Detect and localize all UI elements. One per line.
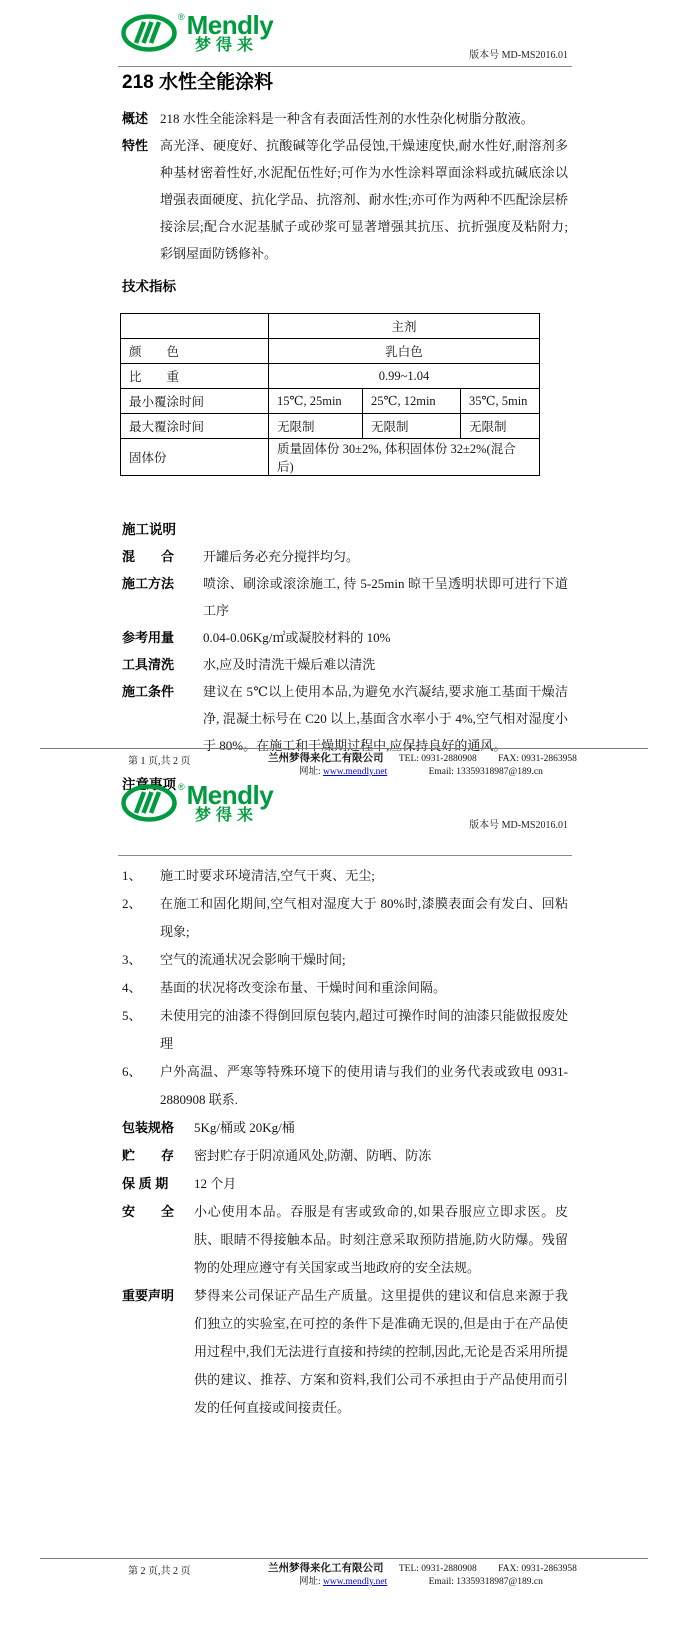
note-item [122,1002,568,1058]
footer-fax: FAX: 0931-2863958 [498,754,577,764]
brand-name: Mendly [186,780,274,810]
note-number: 2、 [122,896,142,911]
construction-item-label: 混 合 [122,549,175,564]
construction-item [122,570,568,624]
row-label-gravity: 比 重 [121,364,269,389]
table-row [121,389,540,414]
note-item [122,946,568,974]
row-label-color: 颜 色 [121,339,269,364]
spec-label: 重要声明 [122,1288,175,1303]
note-number: 1、 [122,868,142,883]
brand-name-chinese: 梦得来 [195,807,259,824]
value-min-recoat-25: 25℃, 12min [363,389,461,414]
spec-item-safety [122,1198,568,1282]
mendly-ellipse-stripes-icon [121,14,177,52]
version-label: 版本号 MD-MS2016.01 [469,820,568,831]
table-row [121,414,540,439]
page-number-label: 第 1 页,共 2 页 [128,756,191,767]
overview-label: 概述 [122,111,149,126]
overview-text: 218 水性全能涂料是一种含有表面活性剂的水性杂化树脂分散液。 [160,111,534,126]
spec-label: 包装规格 [122,1120,175,1135]
row-label-solids: 固体份 [121,439,269,476]
page-2 [0,768,687,1638]
table-row [121,364,540,389]
website-label: 网址: [299,767,324,777]
features-text: 高光泽、硬度好、抗酸碱等化学品侵蚀,干燥速度快,耐水性好,耐溶剂多种基材密着性好,水泥配伍性好;可作为水性涂料罩面涂料或抗碱底涂以增强表面硬度、抗化学品、抗溶剂、耐水性;亦可作为两种不匹配涂层桥接涂层;配合水泥基腻子或砂浆可显著增强其抗压、抗折强度及粘附力;彩钢屋面防锈修补。 [160,138,568,261]
footer-line-2 [299,1576,648,1589]
value-max-recoat-3: 无限制 [461,414,540,439]
value-max-recoat-2: 无限制 [363,414,461,439]
footer-fax: FAX: 0931-2863958 [498,1564,577,1574]
registered-trademark-icon: ® [178,782,185,792]
spec-item-packaging [122,1114,568,1142]
spec-item-shelf-life [122,1170,568,1198]
spec-text: 5Kg/桶或 20Kg/桶 [194,1120,295,1135]
spec-label: 安 全 [122,1204,175,1219]
brand-name: Mendly [186,10,274,40]
note-item [122,974,568,1002]
company-name: 兰州梦得来化工有限公司 [268,753,384,764]
construction-item [122,543,568,570]
logo-wordmark [178,10,274,54]
spec-item-disclaimer [122,1282,568,1422]
construction-item-label: 施工条件 [122,684,175,699]
footer-contact-block [268,1562,648,1589]
construction-item-text: 开罐后务必充分搅拌均匀。 [203,549,360,564]
page1-content [122,72,568,798]
website-label: 网址: [299,1577,324,1587]
version-label: 版本号 MD-MS2016.01 [469,50,568,61]
note-number: 5、 [122,1008,142,1023]
spec-text: 小心使用本品。吞服是有害或致命的,如果吞服应立即求医。皮肤、眼睛不得接触本品。时刻注意采取预防措施,防火防爆。残留物的处理应遵守有关国家或当地政府的安全法规。 [194,1204,568,1275]
table-row [121,439,540,476]
value-max-recoat-1: 无限制 [269,414,363,439]
construction-item [122,624,568,651]
logo-wordmark [178,780,274,824]
construction-item [122,651,568,678]
construction-item-label: 施工方法 [122,576,175,591]
note-item [122,862,568,890]
construction-item-text: 水,应及时清洗干燥后难以清洗 [203,657,376,672]
table-row [121,314,540,339]
registered-trademark-icon: ® [178,12,185,22]
table-header-main-agent: 主剂 [269,314,540,339]
spec-text: 12 个月 [194,1176,237,1191]
page-number-label: 第 2 页,共 2 页 [128,1566,191,1577]
table-cell-blank [121,314,269,339]
spec-text: 密封贮存于阴凉通风处,防潮、防晒、防冻 [194,1148,432,1163]
note-item [122,1058,568,1114]
note-number: 3、 [122,952,142,967]
tech-specs-table [120,313,540,476]
footer-tel: TEL: 0931-2880908 [398,1564,477,1574]
mendly-ellipse-stripes-icon [121,784,177,822]
website-link[interactable]: www.mendly.net [323,767,388,777]
construction-heading: 施工说明 [122,522,176,537]
value-min-recoat-35: 35℃, 5min [461,389,540,414]
note-text: 在施工和固化期间,空气相对湿度大于 80%时,漆膜表面会有发白、回粘现象; [160,896,568,939]
construction-item-text: 0.04-0.06Kg/㎡或凝胶材料的 10% [203,630,391,645]
value-solids: 质量固体份 30±2%, 体积固体份 32±2%(混合后) [269,439,540,476]
spec-item-storage [122,1142,568,1170]
email-value: 13359318987@189.cn [456,767,543,777]
overview-row [122,105,568,132]
value-gravity: 0.99~1.04 [269,364,540,389]
spec-label: 保 质 期 [122,1176,169,1191]
email-value: 13359318987@189.cn [456,1577,543,1587]
features-label: 特性 [122,138,149,153]
company-logo [121,780,274,824]
brand-name-chinese: 梦得来 [195,37,259,54]
spec-text: 梦得来公司保证产品生产质量。这里提供的建议和信息来源于我们独立的实验室,在可控的条件下是准确无误的,但是由于在产品使用过程中,我们无法进行直接和持续的控制,因此,无论是否采用所提供的建议、推荐、方案和资料,我们公司不承担由于产品使用而引发的任何直接或间接责任。 [194,1288,568,1415]
header-divider [118,66,572,67]
note-item [122,890,568,946]
value-color: 乳白色 [269,339,540,364]
row-label-max-recoat: 最大覆涂时间 [121,414,269,439]
note-text: 户外高温、严寒等特殊环境下的使用请与我们的业务代表或致电 0931-2880908 联系. [160,1064,568,1107]
company-logo [121,10,274,54]
construction-item-text: 建议在 5℃以上使用本品,为避免水汽凝结,要求施工基面干燥洁净, 混凝土标号在 C20 以上,基面含水率小于 4%,空气相对湿度小于 80%。在施工和干燥期过程中,应保持良好的通风。 [203,684,568,753]
features-row [122,132,568,267]
construction-item-label: 参考用量 [122,630,175,645]
note-number: 6、 [122,1064,142,1079]
header-divider [118,855,572,856]
page-title: 218 水性全能涂料 [122,72,273,93]
company-name: 兰州梦得来化工有限公司 [268,1563,384,1574]
note-text: 施工时要求环境清洁,空气干爽、无尘; [160,868,375,883]
footer-line-1 [268,1562,648,1576]
construction-item [122,678,568,759]
page-1 [0,0,687,792]
notes-heading: 注意事项 [122,777,176,792]
tech-specs-heading: 技术指标 [122,279,176,294]
value-min-recoat-15: 15℃, 25min [269,389,363,414]
email-label: Email: [428,767,457,777]
table-row [121,339,540,364]
email-label: Email: [428,1577,457,1587]
footer-tel: TEL: 0931-2880908 [398,754,477,764]
construction-item-label: 工具清洗 [122,657,175,672]
note-text: 基面的状况将改变涂布量、干燥时间和重涂间隔。 [160,980,447,995]
spec-label: 贮 存 [122,1148,175,1163]
note-number: 4、 [122,980,142,995]
footer-line-1 [268,752,648,766]
website-link[interactable]: www.mendly.net [323,1577,388,1587]
page2-footer [40,1558,648,1589]
row-label-min-recoat: 最小覆涂时间 [121,389,269,414]
note-text: 未使用完的油漆不得倒回原包装内,超过可操作时间的油漆只能做报废处理 [160,1008,568,1051]
construction-item-text: 喷涂、刷涂或滚涂施工, 待 5-25min 晾干呈透明状即可进行下道工序 [203,576,568,618]
page2-content [122,862,568,1422]
note-text: 空气的流通状况会影响干燥时间; [160,952,346,967]
